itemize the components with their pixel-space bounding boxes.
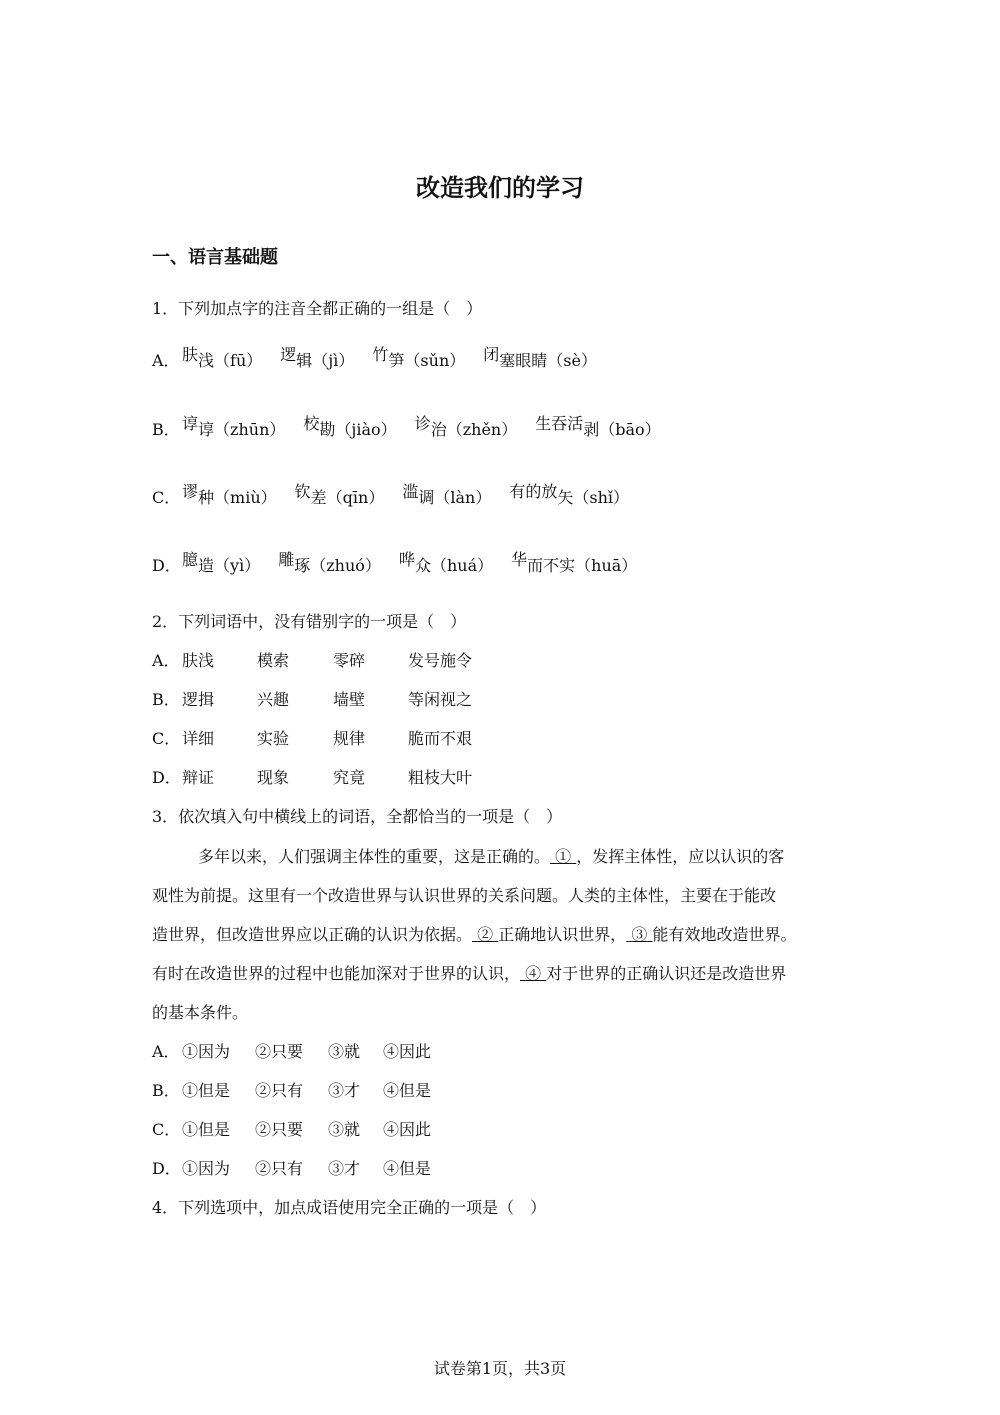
q2-option-a: [152, 650, 528, 672]
word-part: 种: [198, 488, 215, 507]
pinyin: （sè）: [547, 351, 597, 370]
option-label: C．: [152, 488, 181, 507]
word-part: 辑: [296, 351, 313, 370]
pinyin: （bāo）: [599, 420, 661, 439]
option-label: D．: [152, 1159, 181, 1178]
option-label: A．: [152, 1042, 180, 1061]
pinyin: （zhěn）: [446, 420, 518, 439]
passage-line-4: 有时在改造世界的过程中也能加深对于世界的认识， ④ 对于世界的正确认识还是改造世界: [152, 964, 787, 983]
pinyin-item: [182, 414, 286, 441]
q1-option-b: [152, 414, 679, 441]
option-choice: ①因为: [182, 1159, 231, 1178]
section-heading: 一、语言基础题: [152, 247, 278, 268]
option-label: C．: [152, 729, 181, 748]
word-part: 谬: [182, 482, 199, 501]
option-label: B．: [152, 420, 180, 439]
option-word: 兴趣: [257, 690, 290, 709]
pinyin: （zhuó）: [310, 556, 381, 575]
option-word: 辩证: [182, 768, 215, 787]
option-label: C．: [152, 1120, 181, 1139]
option-word: 肤浅: [182, 651, 215, 670]
pinyin: （jiào）: [335, 420, 397, 439]
pinyin-item: [414, 414, 518, 441]
option-choice: ②只要: [255, 1042, 304, 1061]
option-choice: ①但是: [182, 1120, 231, 1139]
word-part: 矢: [557, 488, 574, 507]
pinyin: （fū）: [214, 351, 263, 370]
option-word: 现象: [257, 768, 290, 787]
passage-line-5: 的基本条件。: [152, 1003, 249, 1022]
word-part: 闭: [483, 345, 500, 364]
q1-option-a: [152, 345, 615, 372]
q3-option-d: [152, 1158, 443, 1180]
option-word: 究竟: [333, 768, 366, 787]
q3-option-c: [152, 1119, 443, 1141]
option-word: 规律: [333, 729, 366, 748]
word-part: 肤: [182, 345, 199, 364]
pinyin-item: [509, 482, 630, 509]
pinyin-item: [398, 550, 494, 577]
word-part: 竹: [372, 345, 389, 364]
question-3-passage: [152, 837, 852, 1032]
option-word: 零碎: [333, 651, 366, 670]
q1-option-c: [152, 482, 647, 509]
q2-option-d: [152, 767, 528, 789]
word-part: 校: [303, 414, 320, 433]
word-part: 众: [414, 556, 431, 575]
option-choice: ①因为: [182, 1042, 231, 1061]
pinyin-item: [294, 482, 385, 509]
question-4-stem: 4．下列选项中，加点成语使用完全正确的一项是（ ）: [152, 1198, 547, 1217]
option-word: 等闲视之: [408, 690, 473, 709]
option-label: D．: [152, 768, 181, 787]
question-1-stem: 1．下列加点字的注音全都正确的一组是（ ）: [152, 299, 483, 318]
word-part: 治: [430, 420, 447, 439]
word-part: 滥: [402, 482, 419, 501]
word-part: 调: [418, 488, 435, 507]
pinyin-item: [280, 345, 355, 372]
pinyin-item: [182, 550, 261, 577]
word-part: 哗: [398, 550, 415, 569]
pinyin-item: [182, 482, 277, 509]
q3-option-b: [152, 1080, 443, 1102]
word-part: 雕: [278, 550, 295, 569]
passage-line-1: 多年以来，人们强调主体性的重要，这是正确的。 ① ，发挥主体性，应以认识的客: [198, 847, 785, 866]
word-part: 剥: [583, 420, 600, 439]
option-label: B．: [152, 1081, 180, 1100]
pinyin: （sǔn）: [404, 351, 466, 370]
pinyin: （yì）: [214, 556, 261, 575]
word-part: 谆: [198, 420, 215, 439]
option-choice: ②只有: [255, 1159, 304, 1178]
word-part: 勘: [319, 420, 336, 439]
option-word: 详细: [182, 729, 215, 748]
pinyin-item: [372, 345, 466, 372]
word-part: 而不实: [527, 556, 576, 575]
pinyin: （zhūn）: [214, 420, 286, 439]
blank-2: ②: [477, 925, 494, 944]
option-word: 模索: [257, 651, 290, 670]
option-word: 墙壁: [333, 690, 366, 709]
pinyin: （jì）: [312, 351, 355, 370]
option-word: 脆而不艰: [408, 729, 473, 748]
pinyin: （shǐ）: [573, 488, 630, 507]
pinyin-item: [535, 414, 661, 441]
option-choice: ④但是: [383, 1159, 432, 1178]
option-choice: ①但是: [182, 1081, 231, 1100]
word-part: 华: [511, 550, 528, 569]
option-choice: ③就: [328, 1042, 361, 1061]
option-label: B．: [152, 690, 180, 709]
word-part: 生吞活: [535, 414, 584, 433]
option-word: 粗枝大叶: [408, 768, 473, 787]
pinyin: （huá）: [430, 556, 494, 575]
word-part: 眼睛: [515, 351, 548, 370]
word-part: 琢: [294, 556, 311, 575]
question-3-stem: 3．依次填入句中横线上的词语，全都恰当的一项是（ ）: [152, 807, 563, 826]
pinyin-item: [303, 414, 397, 441]
question-2-stem: 2．下列词语中，没有错别字的一项是（ ）: [152, 612, 467, 631]
pinyin-item: [511, 550, 638, 577]
option-choice: ③才: [328, 1081, 361, 1100]
word-part: 逻: [280, 345, 297, 364]
pinyin-item: [278, 550, 381, 577]
option-word: 实验: [257, 729, 290, 748]
passage-line-2: 观性为前提。这里有一个改造世界与认识世界的关系问题。人类的主体性，主要在于能改: [152, 886, 777, 905]
word-part: 差: [310, 488, 327, 507]
word-part: 塞: [499, 351, 516, 370]
word-part: 钦: [294, 482, 311, 501]
option-word: 发号施令: [408, 651, 473, 670]
option-choice: ③才: [328, 1159, 361, 1178]
pinyin-item: [182, 345, 263, 372]
q2-option-b: [152, 689, 528, 711]
option-choice: ②只要: [255, 1120, 304, 1139]
word-part: 浅: [198, 351, 215, 370]
blank-3: ③: [631, 925, 648, 944]
option-choice: ④但是: [383, 1081, 432, 1100]
option-label: D．: [152, 556, 181, 575]
word-part: 有的放: [509, 482, 558, 501]
pinyin-item: [483, 345, 597, 372]
option-choice: ③就: [328, 1120, 361, 1139]
option-choice: ②只有: [255, 1081, 304, 1100]
pinyin: （huā）: [575, 556, 638, 575]
blank-1: ①: [555, 847, 572, 866]
word-part: 笋: [388, 351, 405, 370]
q3-option-a: [152, 1041, 443, 1063]
pinyin-item: [402, 482, 492, 509]
option-label: A．: [152, 351, 180, 370]
document-title: 改造我们的学习: [416, 174, 584, 202]
option-word: 逻揖: [182, 690, 215, 709]
option-choice: ④因此: [383, 1120, 432, 1139]
blank-4: ④: [525, 964, 542, 983]
pinyin: （miù）: [214, 488, 277, 507]
q1-option-d: [152, 550, 655, 577]
option-choice: ④因此: [383, 1042, 432, 1061]
option-label: A．: [152, 651, 180, 670]
page-footer: 试卷第1页，共3页: [433, 1359, 567, 1378]
word-part: 诊: [414, 414, 431, 433]
word-part: 造: [198, 556, 215, 575]
pinyin: （làn）: [434, 488, 492, 507]
pinyin: （qīn）: [326, 488, 385, 507]
word-part: 臆: [182, 550, 199, 569]
passage-line-3: 造世界，但改造世界应以正确的认识为依据。 ② 正确地认识世界， ③ 能有效地改造世界。: [152, 925, 797, 944]
q2-option-c: [152, 728, 528, 750]
word-part: 谆: [182, 414, 199, 433]
